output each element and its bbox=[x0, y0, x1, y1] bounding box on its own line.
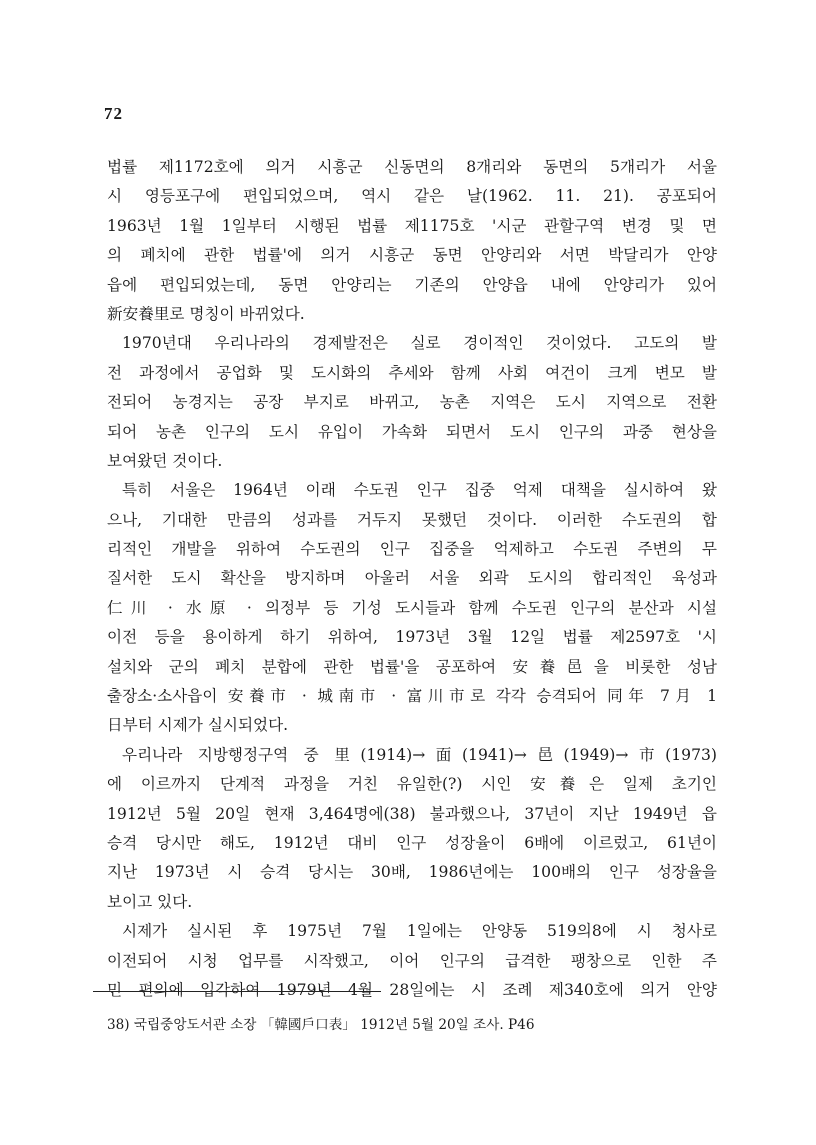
paragraph-3 bbox=[107, 476, 717, 741]
page-number: 72 bbox=[104, 104, 123, 123]
footnote: 38) 국립중앙도서관 소장 「韓國戶口表」 1912년 5월 20일 조사. P46 bbox=[107, 1017, 535, 1033]
text-line: 시 영등포구에 편입되었으며, 역시 같은 날(1962. 11. 21). 공포되어 bbox=[107, 187, 717, 206]
text-line: 특히 서울은 1964년 이래 수도권 인구 집중 억제 대책을 실시하여 왔 bbox=[122, 481, 717, 500]
text-line: 1970년대 우리나라의 경제발전은 실로 경이적인 것이었다. 고도의 발 bbox=[122, 334, 717, 353]
text-line: 1963년 1월 1일부터 시행된 법률 제1175호 '시군 관할구역 변경 및 면 bbox=[107, 216, 717, 235]
text-line: 에 이르까지 단계적 과정을 거친 유일한(?) 시인 安養은 일제 초기인 bbox=[107, 775, 717, 794]
text-line: 전되어 농경지는 공장 부지로 바뀌고, 농촌 지역은 도시 지역으로 전환 bbox=[107, 393, 717, 412]
text-line: 이전 등을 용이하게 하기 위하여, 1973년 3월 12일 법률 제2597호 '시 bbox=[107, 628, 717, 647]
text-line: 이전되어 시청 업무를 시작했고, 이어 인구의 급격한 팽창으로 인한 주 bbox=[107, 951, 717, 970]
text-line: 日부터 시제가 실시되었다. bbox=[107, 716, 289, 735]
text-line: 질서한 도시 확산을 방지하며 아울러 서울 외곽 도시의 합리적인 육성과 bbox=[107, 569, 717, 588]
text-line: 법률 제1172호에 의거 시흥군 신동면의 8개리와 동면의 5개리가 서울 bbox=[107, 158, 717, 176]
text-line: 우리나라 지방행정구역 중 里(1914)→面(1941)→邑(1949)→市(1973) bbox=[122, 745, 717, 764]
text-line: 출장소·소사읍이 安養市 · 城南市 · 富川市로 각각 승격되어 同年 7月 1 bbox=[107, 687, 717, 706]
footnote-divider bbox=[93, 991, 381, 992]
text-line: 으나, 기대한 만큼의 성과를 거두지 못했던 것이다. 이러한 수도권의 합 bbox=[107, 510, 717, 529]
text-line: 보여왔던 것이다. bbox=[107, 451, 223, 470]
text-line: 읍에 편입되었는데, 동면 안양리는 기존의 안양읍 내에 안양리가 있어 bbox=[107, 275, 717, 294]
text-line: 보이고 있다. bbox=[107, 892, 193, 911]
text-line: 리적인 개발을 위하여 수도권의 인구 집중을 억제하고 수도권 주변의 무 bbox=[107, 540, 717, 559]
paragraph-4 bbox=[107, 741, 717, 917]
text-line: 仁川 · 水原 · 의정부 등 기성 도시들과 함께 수도권 인구의 분산과 시설 bbox=[107, 598, 717, 617]
text-line: 설치와 군의 폐치 분합에 관한 법률'을 공포하여 安養邑을 비롯한 성남 bbox=[107, 657, 717, 676]
body-text bbox=[107, 153, 717, 1005]
text-line: 新安養里로 명칭이 바뀌었다. bbox=[107, 304, 305, 323]
text-line: 되어 농촌 인구의 도시 유입이 가속화 되면서 도시 인구의 과중 현상을 bbox=[107, 422, 717, 441]
text-line: 지난 1973년 시 승격 당시는 30배, 1986년에는 100배의 인구 성장율을 bbox=[107, 863, 717, 882]
text-line: 1912년 5월 20일 현재 3,464명에(38) 불과했으나, 37년이 지난 1949년 읍 bbox=[107, 804, 717, 823]
text-line: 민 편의에 입각하여 1979년 4월 28일에는 시 조례 제340호에 의거 안양 bbox=[107, 980, 717, 999]
text-line: 승격 당시만 해도, 1912년 대비 인구 성장율이 6배에 이르렀고, 61년이 bbox=[107, 833, 717, 852]
paragraph-2 bbox=[107, 329, 717, 476]
text-line: 의 폐치에 관한 법률'에 의거 시흥군 동면 안양리와 서면 박달리가 안양 bbox=[107, 246, 717, 265]
text-line: 전 과정에서 공업화 및 도시화의 추세와 함께 사회 여건이 크게 변모 발 bbox=[107, 363, 717, 382]
paragraph-5 bbox=[107, 917, 717, 1005]
paragraph-1 bbox=[107, 153, 717, 329]
text-line: 시제가 실시된 후 1975년 7월 1일에는 안양동 519의8에 시 청사로 bbox=[122, 922, 717, 941]
